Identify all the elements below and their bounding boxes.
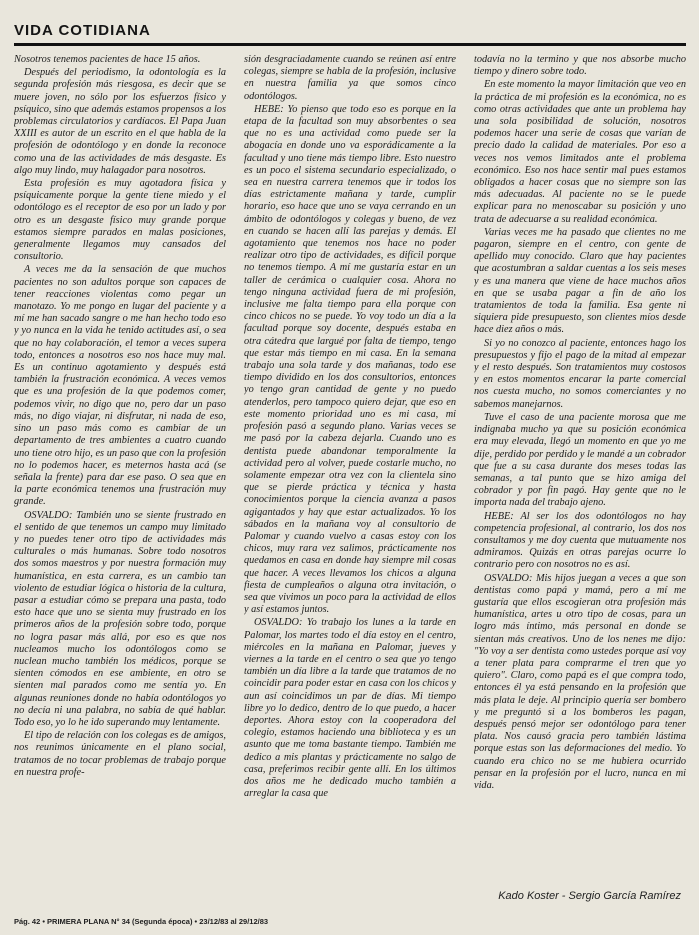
paragraph: Nosotros tenemos pacientes de hace 15 años. <box>14 54 201 65</box>
paragraph: OSVALDO: Yo trabajo los lunes a la tarde en Palomar, los martes todo el día estoy en el centro, miércoles en la mañana en Palomar, jueves y viernes a la tarde en el centro o sea que yo tengo también un día libre a la tarde que tratamos de no coincidir para poder estar en casa con los chicos y aun así coincidimos un par de días. Mi tiempo libre yo lo dedico, dentro de lo que puedo, a hacer deportes. Ahora estoy con la cooperadora del colegio, estamos haciendo una biblioteca y es un asunto que me toma bastante tiempo. También me dedico a mis plantas y prácticamente no salgo de casa, preferimos recibir gente allí. En los últimos dos años me he dedicado mucho también a arreglar la casa que <box>244 617 456 800</box>
header-rule <box>14 43 686 46</box>
column-3 <box>474 54 686 872</box>
paragraph: Tuve el caso de una paciente morosa que me indignaba mucho ya que su posición económica era muy elevada, llegó un momento en que yo me dije, perdido por perdido y le mandé a un cobrador que fue a su casa durante dos meses todas las semanas, a tal punto que se hizo amiga del cobrador y por fin pagó. Hay gente que no le importa nada del trabajo ajeno. <box>474 411 686 509</box>
page-footer: Pág. 42 • PRIMERA PLANA N° 34 (Segunda época) • 23/12/83 al 29/12/83 <box>14 917 269 926</box>
column-2 <box>244 54 456 872</box>
paragraph: Si yo no conozco al paciente, entonces hago los presupuestos y fijo el pago de la mitad al empezar y el resto después. Son tratamientos muy costosos y en estos momentos encarar la parte comercial nos cuesta mucho, no somos comerciantes y no sabemos manejarnos. <box>474 337 686 410</box>
page-header <box>14 22 686 39</box>
paragraph: El tipo de relación con los colegas es de amigos, nos reunimos únicamente en el plano social, tratamos de no tocar problemas de trabajo porque en nuestra profe- <box>14 730 226 778</box>
paragraph: OSVALDO: También uno se siente frustrado en el sentido de que tenemos un campo muy limitado y no puedes tener otro tipo de actividades más culturales o más humanas. Sobre todo nosotros dos somos maestros y por nuestra formación muy humanística, en esta carrera, es un cambio tan violento de estudiar lógica o historia de la cultura, pasar a estudiar cómo se prepara una pasta, todo esto hace que uno se sienta muy frustrado en los primeros años de la profesión sobre todo, porque no logra pasar más allá, por eso es que nos nucleamos mucho los odontólogos como se nuclean mucho también los médicos, porque se sienten cómodos en ese ambiente, en otro se sienten mal parados como me sentía yo. En algunas reuniones donde no había odontólogos yo no decía ni una palabra, no sabía de qué hablar. Todo eso, yo lo he ido superando muy lentamente. <box>14 509 226 728</box>
paragraph: todavía no la termino y que nos absorbe mucho tiempo y dinero sobre todo. <box>474 54 686 78</box>
article-columns <box>14 54 686 872</box>
author-byline: Kado Koster - Sergio García Ramírez <box>498 890 681 902</box>
paragraph: HEBE: Yo pienso que todo eso es porque en la etapa de la facultad son muy absorbentes o sea que no es una actividad como puede ser la abogacía en donde uno va esporádicamente a la facultad y uno tiene más tiempo libre. Esto nuestro es un poco el sistema secundario especializado, o sea en nuestra carrera tenemos que ir todos los días estrictamente mañana y tarde, cumplir horario, eso hace que uno se vaya cerrando en un ámbito de odontólogos y colegas y bueno, de vez en cuando se hacen allí las parejas y demás. El agotamiento que tenemos nos hace no poder realizar otro tipo de actividades, es difícil porque no tenemos tiempo. A mí me gustaría estar en un taller de cerámica o cualquier cosa. Ahora no tengo ninguna actividad fuera de mi profesión, inclusive me falta tiempo para ella porque con cinco chicos no se puede. Yo voy todo un día a la facultad porque soy docente, después estaba en otra cátedra que largué por falta de tiempo, tengo que estar más tiempo en mi casa. En la semana trabajo una sola tarde y dos mañanas, todo ese tiempo dividido en los dos consultorios, entonces yo tengo gran cantidad de gente y no puedo atenderlos, pero tampoco quiero dejar, que eso en este momento prioridad uno es mi casa, mi profesión pasó a segundo plano. Varias veces se me pasó por la cabeza dejarla. Cuando uno es dentista puede abandonar temporalmente la actividad pero al volver, puede costarle mucho, no solamente empezar otra vez con la clientela sino que se pierde práctica y técnica y hasta conocimientos porque la ciencia avanza a pasos agigantados y hay que estar actualizados. Yo los sábados en la mañana voy al consultorio de Palomar y cuando vuelvo a casas estoy con los chicos, muy rara vez salimos, prácticamente nos quedamos en casa en donde hay siempre mil cosas que hacer. A veces llevamos los chicos a alguna fiesta de cumpleaños o alguna otra invitación, o sea que vivimos un poco para la actividad de ellos y así estamos juntos. <box>244 103 456 616</box>
paragraph: Después del periodismo, la odontología es la segunda profesión más riesgosa, es decir que se muere joven, no sólo por los esfuerzos físico y psíquico, sino que además estamos propensos a los problemas circulatorios y cardíacos. El Papa Juan XXIII es autor de un escrito en el que habla de la profesión de odontólogo y en donde la reconoce como una de las actividades de más desgaste. Es algo muy lindo, muy halagador para nosotros. <box>14 67 226 176</box>
section-title: VIDA COTIDIANA <box>14 22 151 39</box>
paragraph: OSVALDO: Mis hijos juegan a veces a que son dentistas como papá y mamá, pero a mí me gustaría que ellos escogieran otra profesión más humanística, artes u otro tipo de cosas, para un logro más íntimo, más personal en donde se sientan más creativos. Uno de los nenes me dijo: "Yo voy a ser dentista como ustedes porque así voy a tener plata para comprarme el tren que yo quiero". Claro, como papá es el que compra todo, entonces él ya está pensando en la profesión que más plata le deje. Al principio quería ser bombero y me preguntó si a los bomberos les pagan, después pensó mejor ser odontólogo para tener plata. Nos causó gracia pero también lástima porque estas son las deformaciones del medio. Yo cuando era chico no se me hubiera ocurrido pensar en la profesión por el lucro, nunca en mi vida. <box>474 572 686 791</box>
column-1 <box>14 54 226 872</box>
paragraph: HEBE: Al ser los dos odontólogos no hay competencia profesional, al contrario, los dos nos consultamos y me doy cuenta que mutuamente nos admiramos. Quizás en otras parejas ocurre lo contrario pero con nosotros no es así. <box>474 510 686 571</box>
paragraph: sión desgraciadamente cuando se reúnen así entre colegas, siempre se habla de la profesión, inclusive en nuestra familia ya que somos cinco odontólogos. <box>244 54 456 102</box>
paragraph: Esta profesión es muy agotadora física y psíquicamente porque la gente tiene miedo y el odontólogo es el receptor de eso por un lado y por otro es un desgaste físico muy grande porque estamos siempre parados en malas posiciones, generalmente llegamos muy cansados del consultorio. <box>14 178 226 263</box>
paragraph: En este momento la mayor limitación que veo en la práctica de mi profesión es la económica, no es como otras actividades que ante un problema hay una sola posibilidad de solución, nosotros podemos hacer una serie de cosas que varían de precio dado la calidad de materiales. Por eso a veces nos vemos limitados ante el problema económico. Eso nos hace sentir mal pues estamos obligados a hacer cosas que no siempre son las más adecuadas. Al paciente no se le puede explicar para no menoscabar su posición y uno trata de adecuarse a su realidad económica. <box>474 79 686 225</box>
paragraph: A veces me da la sensación de que muchos pacientes no son adultos porque son capaces de tener reacciones violentas como pegar un manotazo. Yo me pongo en lugar del paciente y a mí me han sacado sangre o me han hecho todo eso y yo nunca en la vida he tenido actitudes así, o sea que no hay colaboración, el temor a veces supera todo, entonces a nosotros eso nos hace muy mal. Es un continuo agotamiento y después está también la frustración económica. A veces vemos que es una profesión de la que podemos comer, podemos vivir, no digo que no, pero dar un paso más, no digo viajar, ni disfrutar, ni nada de eso, sino un paso más como es cambiar de un departamento de tres ambientes a cuatro cuando uno tiene otro hijo, es un paso que con la profesión no lo podemos hacer, es meternos hasta acá (se señala la frente) para dar ese paso. O sea que en la parte económica tenemos una frustración muy grande. <box>14 264 226 508</box>
paragraph: Varias veces me ha pasado que clientes no me pagaron, siempre en el centro, con gente de apellido muy conocido. Claro que hay pacientes que acostumbran a saldar cuentas a los seis meses y es una manera que viene de hace muchos años en que se usaba pagar a fin de año los tratamientos de toda la familia. Esa gente ni siquiera pide presupuesto, son clientes míos desde hace diez años o más. <box>474 226 686 336</box>
